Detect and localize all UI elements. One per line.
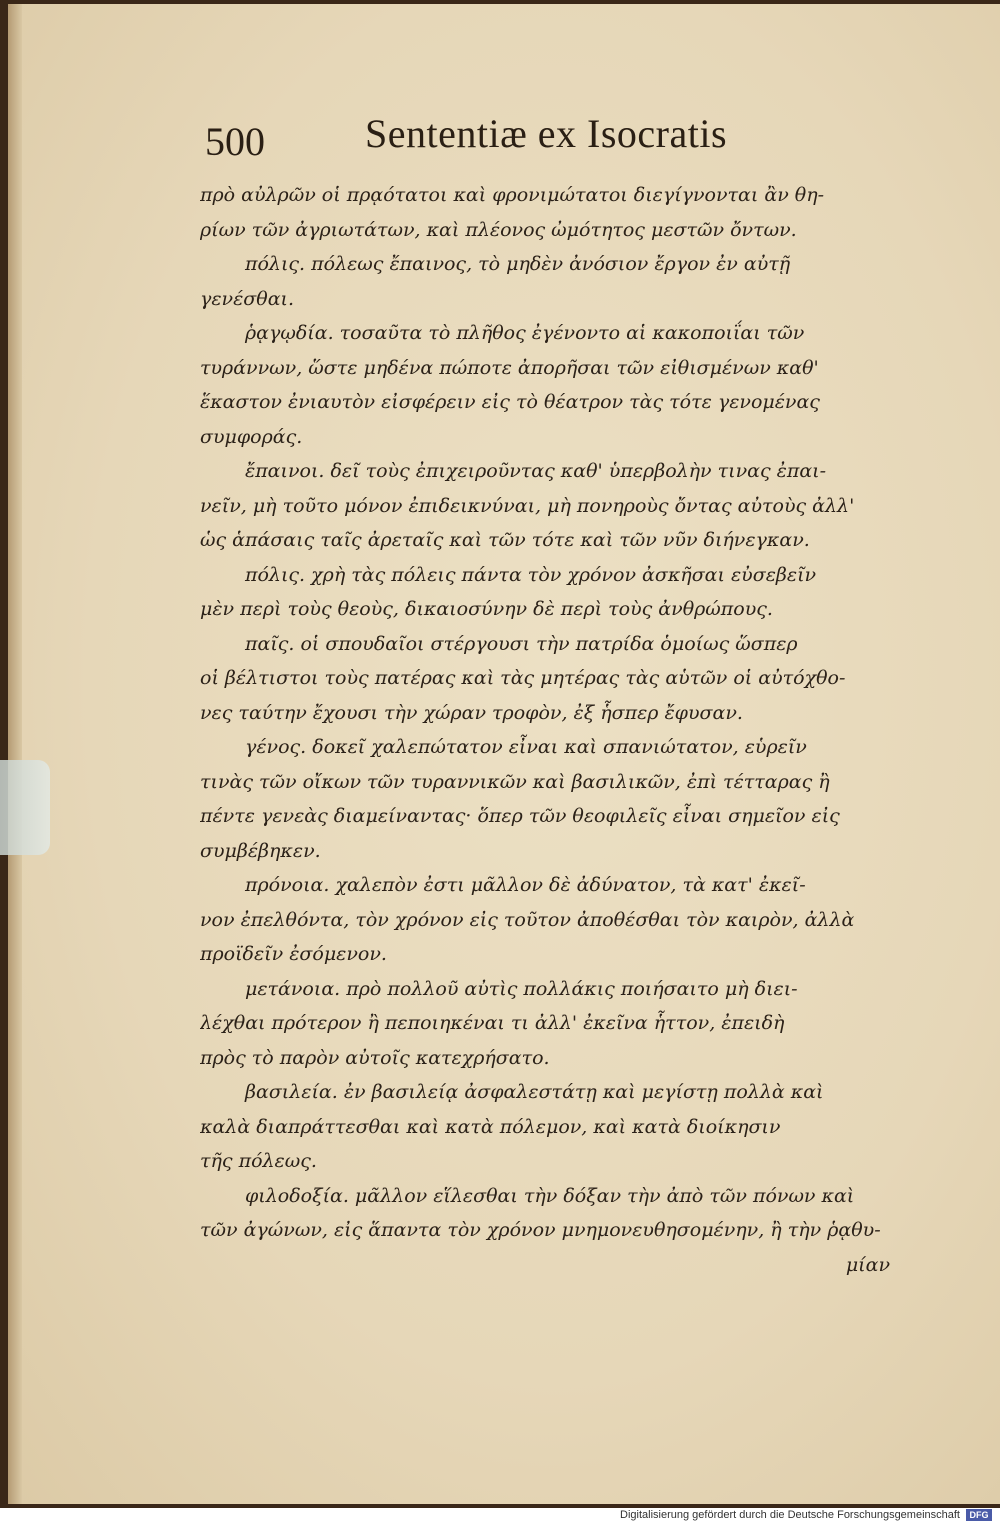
- text-line: φιλοδοξία. μᾶλλον εἵλεσθαι τὴν δόξαν τὴν ἀπὸ τῶν πόνων καὶ: [245, 1184, 855, 1207]
- text-line: γένος. δοκεῖ χαλεπώτατον εἶναι καὶ σπανιώτατον, εὑρεῖν: [245, 736, 807, 758]
- text-line: τῆς πόλεως.: [200, 1150, 317, 1172]
- greek-text-block: [200, 178, 890, 1282]
- text-line: ἔπαινοι. δεῖ τοὺς ἐπιχειροῦντας καθ' ὑπερβολὴν τινας ἐπαι-: [245, 460, 827, 482]
- text-line: νες ταύτην ἔχουσι τὴν χώραν τροφὸν, ἐξ ἧσπερ ἔφυσαν.: [200, 701, 743, 724]
- text-line: νεῖν, μὴ τοῦτο μόνον ἐπιδεικνύναι, μὴ πονηροὺς ὄντας αὐτοὺς ἀλλ': [200, 494, 855, 517]
- page-header: [205, 110, 905, 170]
- text-line: συμβέβηκεν.: [200, 839, 321, 862]
- dfg-logo: DFG: [966, 1509, 992, 1521]
- text-line: γενέσθαι.: [200, 287, 295, 310]
- funding-credit: Digitalisierung gefördert durch die Deutsche Forschungsgemeinschaft: [620, 1509, 960, 1521]
- text-line: ῥᾳγῳδία. τοσαῦτα τὸ πλῆθος ἐγένοντο αἱ κακοποιΐαι τῶν: [245, 322, 805, 344]
- text-line: ἕκαστον ἐνιαυτὸν εἰσφέρειν εἰς τὸ θέατρον τὰς τότε γενομένας: [200, 391, 820, 413]
- catchword: μίαν: [845, 1253, 890, 1276]
- page-tab-marker: [0, 760, 50, 855]
- running-title: Sententiæ ex Isocratis: [365, 111, 728, 156]
- text-line: οἱ βέλτιστοι τοὺς πατέρας καὶ τὰς μητέρας τὰς αὑτῶν οἱ αὐτόχθο-: [200, 667, 846, 689]
- page-number: 500: [205, 119, 265, 164]
- text-line: ὡς ἁπάσαις ταῖς ἀρεταῖς καὶ τῶν τότε καὶ τῶν νῦν διήνεγκαν.: [200, 529, 810, 551]
- text-line: πρὸ αὐλρῶν οἱ πρᾳότατοι καὶ φρονιμώτατοι διεγίγνονται ἂν θη-: [200, 184, 825, 206]
- page-gutter-edge: [8, 4, 22, 1504]
- text-line: πόλις. πόλεως ἔπαινος, τὸ μηδὲν ἀνόσιον ἔργον ἐν αὐτῇ: [245, 253, 791, 275]
- text-line: νον ἐπελθόντα, τὸν χρόνον εἰς τοῦτον ἀποθέσθαι τὸν καιρὸν, ἀλλὰ: [200, 908, 855, 931]
- text-line: τῶν ἀγώνων, εἰς ἅπαντα τὸν χρόνον μνημονευθησομένην, ἢ τὴν ῥᾳθυ-: [200, 1219, 881, 1241]
- text-line: τινὰς τῶν οἴκων τῶν τυραννικῶν καὶ βασιλικῶν, ἐπὶ τέτταρας ἢ: [200, 770, 830, 793]
- text-line: προϊδεῖν ἐσόμενον.: [200, 943, 387, 965]
- text-line: πέντε γενεὰς διαμείναντας· ὅπερ τῶν θεοφιλεῖς εἶναι σημεῖον εἰς: [200, 805, 840, 827]
- text-line: πόλις. χρὴ τὰς πόλεις πάντα τὸν χρόνον ἀσκῆσαι εὐσεβεῖν: [245, 563, 817, 586]
- text-line: βασιλεία. ἐν βασιλείᾳ ἀσφαλεστάτῃ καὶ μεγίστῃ πολλὰ καὶ: [245, 1081, 824, 1103]
- text-line: τυράννων, ὥστε μηδένα πώποτε ἀπορῆσαι τῶν εἰθισμένων καθ': [200, 356, 819, 379]
- text-line: καλὰ διαπράττεσθαι καὶ κατὰ πόλεμον, καὶ κατὰ διοίκησιν: [200, 1115, 781, 1138]
- text-line: μετάνοια. πρὸ πολλοῦ αὐτὶς πολλάκις ποιήσαιτο μὴ διει-: [245, 977, 798, 1000]
- text-line: παῖς. οἱ σπουδαῖοι στέργουσι τὴν πατρίδα ὁμοίως ὥσπερ: [245, 632, 798, 655]
- text-line: μὲν περὶ τοὺς θεοὺς, δικαιοσύνην δὲ περὶ τοὺς ἀνθρώπους.: [200, 598, 773, 620]
- text-line: πρόνοια. χαλεπὸν ἐστι μᾶλλον δὲ ἀδύνατον, τὰ κατ' ἐκεῖ-: [245, 874, 806, 896]
- text-line: ρίων τῶν ἀγριωτάτων, καὶ πλέονος ὠμότητος μεστῶν ὄντων.: [200, 218, 797, 241]
- text-line: συμφοράς.: [200, 425, 303, 448]
- text-line: πρὸς τὸ παρὸν αὐτοῖς κατεχρήσατο.: [200, 1046, 550, 1069]
- text-line: λέχθαι πρότερον ἢ πεποιηκέναι τι ἀλλ' ἐκεῖνα ἧττον, ἐπειδὴ: [200, 1012, 785, 1034]
